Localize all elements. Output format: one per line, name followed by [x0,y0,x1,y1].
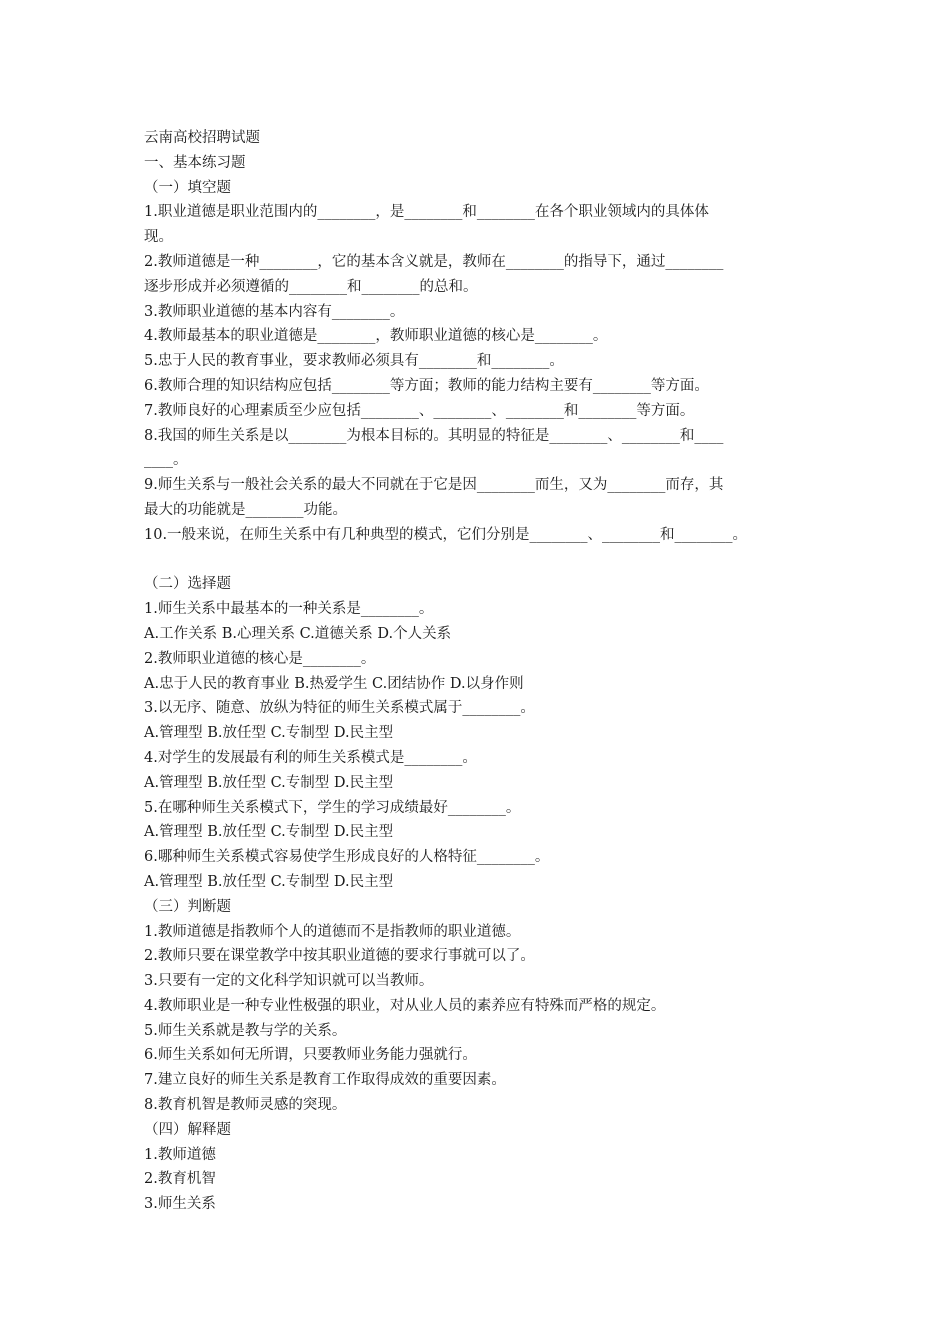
text-line: 5.师生关系就是教与学的关系。 [144,1022,347,1039]
choice-heading: （二）选择题 [144,576,231,593]
text-line: 3.教师职业道德的基本内容有________。 [144,303,405,320]
document-title: 云南高校招聘试题 [144,130,260,146]
text-line: 4.对学生的发展最有利的师生关系模式是________。 [144,749,477,766]
text-line: 8.我国的师生关系是以________为根本目标的。其明显的特征是________、________和____ [144,427,724,444]
text-line: 2.教育机智 [144,1171,216,1188]
text-line: 逐步形成并必须遵循的________和________的总和。 [144,278,478,295]
text-line: 6.哪种师生关系模式容易使学生形成良好的人格特征________。 [144,849,550,866]
text-line: 10.一般来说，在师生关系中有几种典型的模式，它们分别是________、________和________。 [144,526,748,543]
text-line: A.忠于人民的教育事业 B.热爱学生 C.团结协作 D.以身作则 [144,675,524,692]
text-line: A.管理型 B.放任型 C.专制型 D.民主型 [144,725,394,742]
section-heading: 一、基本练习题 [144,154,246,171]
text-line: 6.教师合理的知识结构应包括________等方面；教师的能力结构主要有________等方面。 [144,377,709,394]
text-line: 7.建立良好的师生关系是教育工作取得成效的重要因素。 [144,1072,506,1089]
text-line: 最大的功能就是________功能。 [144,501,347,518]
text-line: 2.教师职业道德的核心是________。 [144,650,376,667]
document-body [144,126,824,1217]
explain-heading: （四）解释题 [144,1121,231,1138]
text-line: 8.教育机智是教师灵感的突现。 [144,1097,347,1114]
text-line: 1.教师道德是指教师个人的道德而不是指教师的职业道德。 [144,923,521,940]
text-line: A.管理型 B.放任型 C.专制型 D.民主型 [144,873,394,890]
text-line: 1.教师道德 [144,1146,216,1163]
text-line: 6.师生关系如何无所谓，只要教师业务能力强就行。 [144,1047,477,1064]
text-line: 5.忠于人民的教育事业，要求教师必须具有________和________。 [144,353,564,370]
text-line: 1.职业道德是职业范围内的________，是________和________在各个职业领域内的具体体 [144,204,709,221]
text-line: 9.师生关系与一般社会关系的最大不同就在于它是因________而生，又为________而存，其 [144,477,724,494]
text-line: 5.在哪种师生关系模式下，学生的学习成绩最好________。 [144,799,521,816]
text-line: 3.师生关系 [144,1196,216,1213]
text-line: 3.只要有一定的文化科学知识就可以当教师。 [144,973,434,990]
fill-heading: （一）填空题 [144,179,231,196]
text-line: A.工作关系 B.心理关系 C.道德关系 D.个人关系 [144,625,452,642]
text-line: A.管理型 B.放任型 C.专制型 D.民主型 [144,824,394,841]
text-line: 2.教师道德是一种________，它的基本含义就是，教师在________的指导下，通过________ [144,253,724,270]
text-line: 1.师生关系中最基本的一种关系是________。 [144,601,434,618]
text-line: A.管理型 B.放任型 C.专制型 D.民主型 [144,774,394,791]
judge-heading: （三）判断题 [144,898,231,915]
text-line: 4.教师最基本的职业道德是________，教师职业道德的核心是________。 [144,328,608,345]
text-line: 7.教师良好的心理素质至少应包括________、________、________和________等方面。 [144,402,695,419]
text-line: ____。 [144,452,188,469]
text-line: 2.教师只要在课堂教学中按其职业道德的要求行事就可以了。 [144,948,535,965]
blank-line [144,548,824,573]
text-line: 现。 [144,229,173,246]
text-line: 3.以无序、随意、放纵为特征的师生关系模式属于________。 [144,700,535,717]
text-line: 4.教师职业是一种专业性极强的职业，对从业人员的素养应有特殊而严格的规定。 [144,997,666,1014]
